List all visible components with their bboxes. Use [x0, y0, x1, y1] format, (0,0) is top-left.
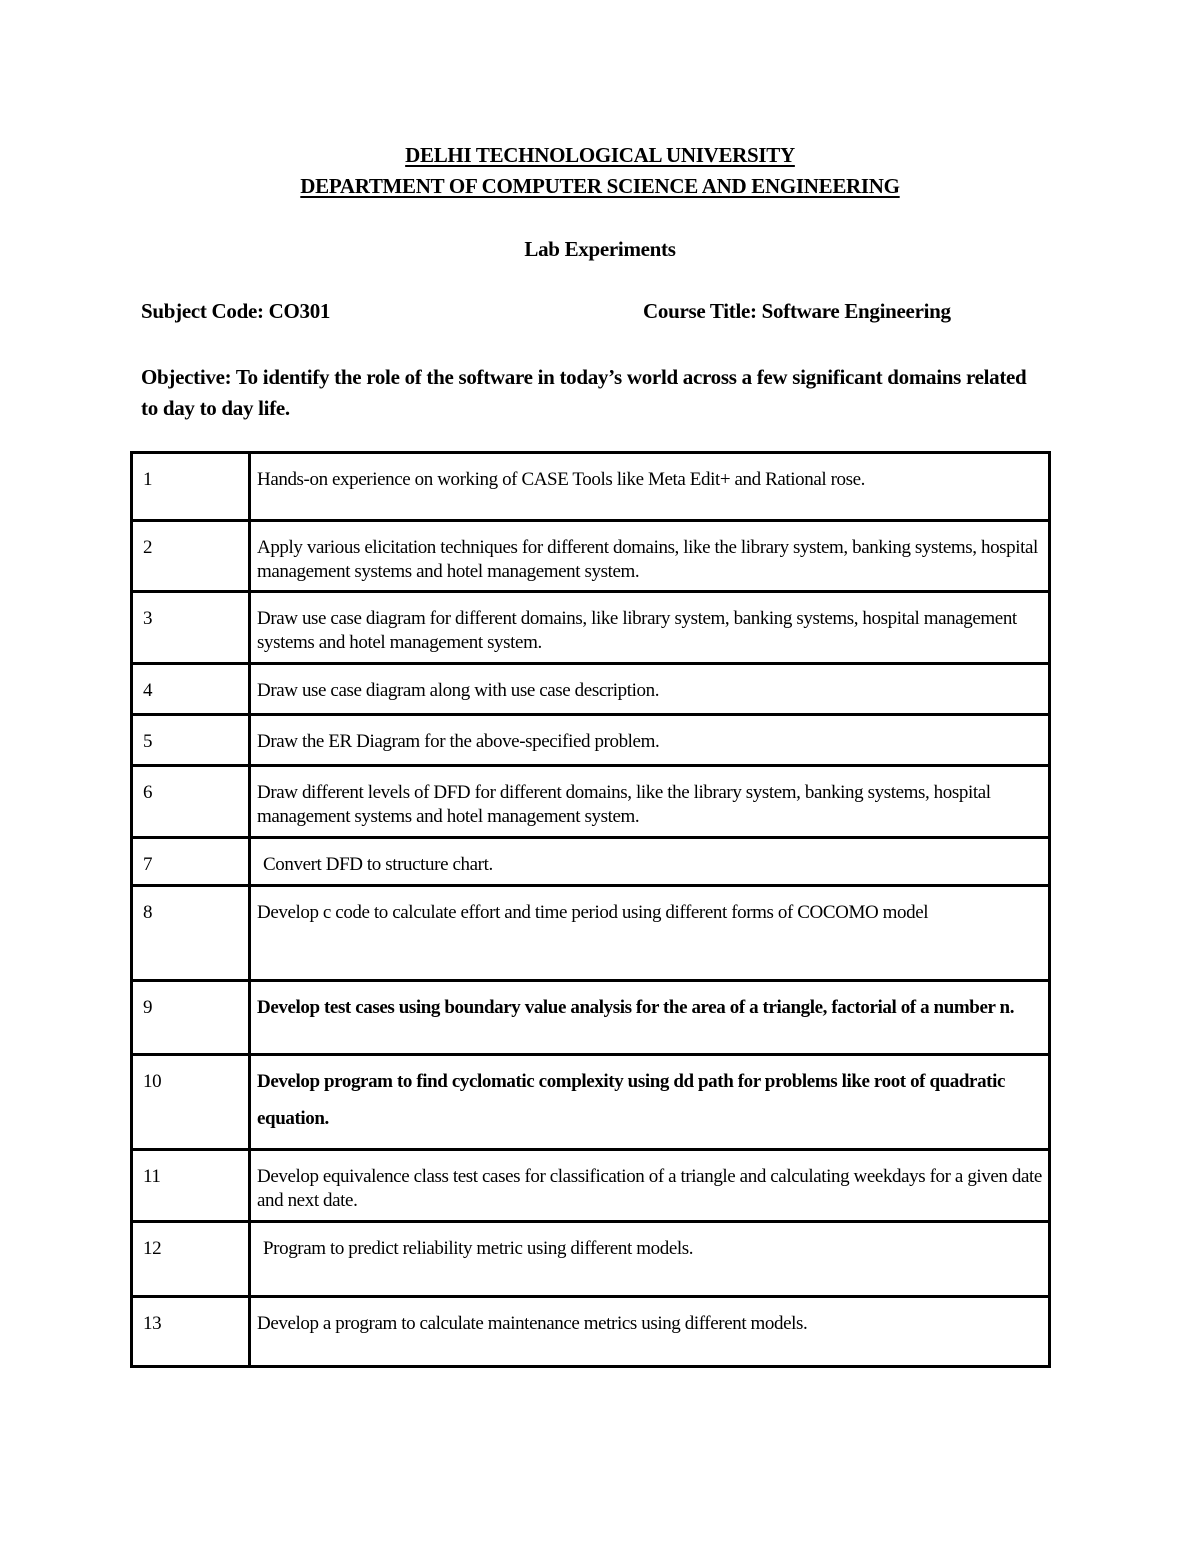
- table-row: [132, 592, 1050, 664]
- experiment-number: 7: [132, 838, 250, 886]
- table-row: [132, 838, 1050, 886]
- table-row: [132, 1297, 1050, 1367]
- experiment-description: Develop c code to calculate effort and time period using different forms of COCOMO model: [250, 886, 1050, 981]
- table-row: [132, 664, 1050, 715]
- experiment-description: Develop a program to calculate maintenance metrics using different models.: [250, 1297, 1050, 1367]
- table-row: [132, 1222, 1050, 1297]
- experiment-description: Draw use case diagram along with use case description.: [250, 664, 1050, 715]
- experiment-number: 13: [132, 1297, 250, 1367]
- experiment-description: Draw different levels of DFD for different domains, like the library system, banking systems, hospital management systems and hotel management system.: [250, 766, 1050, 838]
- table-row: [132, 1150, 1050, 1222]
- table-row: [132, 766, 1050, 838]
- department-name: DEPARTMENT OF COMPUTER SCIENCE AND ENGINEERING: [300, 174, 900, 198]
- subject-code: Subject Code: CO301: [141, 299, 331, 323]
- experiment-number: 3: [132, 592, 250, 664]
- table-row: [132, 715, 1050, 766]
- document-title: Lab Experiments: [524, 237, 676, 261]
- table-row: [132, 521, 1050, 592]
- table-row: [132, 886, 1050, 981]
- experiment-number: 12: [132, 1222, 250, 1297]
- experiment-number: 8: [132, 886, 250, 981]
- experiment-description: Draw the ER Diagram for the above-specified problem.: [250, 715, 1050, 766]
- experiment-number: 6: [132, 766, 250, 838]
- table-row: [132, 1055, 1050, 1150]
- university-name: DELHI TECHNOLOGICAL UNIVERSITY: [405, 143, 795, 167]
- experiment-description: Develop test cases using boundary value analysis for the area of a triangle, factorial of a number n.: [250, 981, 1050, 1055]
- experiments-table: [130, 451, 1051, 1368]
- experiment-number: 9: [132, 981, 250, 1055]
- experiment-number: 10: [132, 1055, 250, 1150]
- experiment-description: Draw use case diagram for different domains, like library system, banking systems, hospital management systems and hotel management system.: [250, 592, 1050, 664]
- experiment-description: Hands-on experience on working of CASE Tools like Meta Edit+ and Rational rose.: [250, 453, 1050, 521]
- experiment-number: 4: [132, 664, 250, 715]
- course-title: Course Title: Software Engineering: [643, 299, 951, 323]
- table-row: [132, 453, 1050, 521]
- experiment-description: Apply various elicitation techniques for different domains, like the library system, banking systems, hospital management systems and hotel management system.: [250, 521, 1050, 592]
- experiment-number: 11: [132, 1150, 250, 1222]
- experiment-number: 5: [132, 715, 250, 766]
- table-row: [132, 981, 1050, 1055]
- experiment-number: 1: [132, 453, 250, 521]
- experiment-description: Develop equivalence class test cases for classification of a triangle and calculating weekdays for a given date and next date.: [250, 1150, 1050, 1222]
- experiment-number: 2: [132, 521, 250, 592]
- experiment-description: Program to predict reliability metric using different models.: [250, 1222, 1050, 1297]
- objective: Objective: To identify the role of the software in today’s world across a few significant domains related to day to day life.: [141, 365, 1027, 420]
- experiment-description: Develop program to find cyclomatic complexity using dd path for problems like root of quadratic equation.: [250, 1055, 1050, 1150]
- experiment-description: Convert DFD to structure chart.: [250, 838, 1050, 886]
